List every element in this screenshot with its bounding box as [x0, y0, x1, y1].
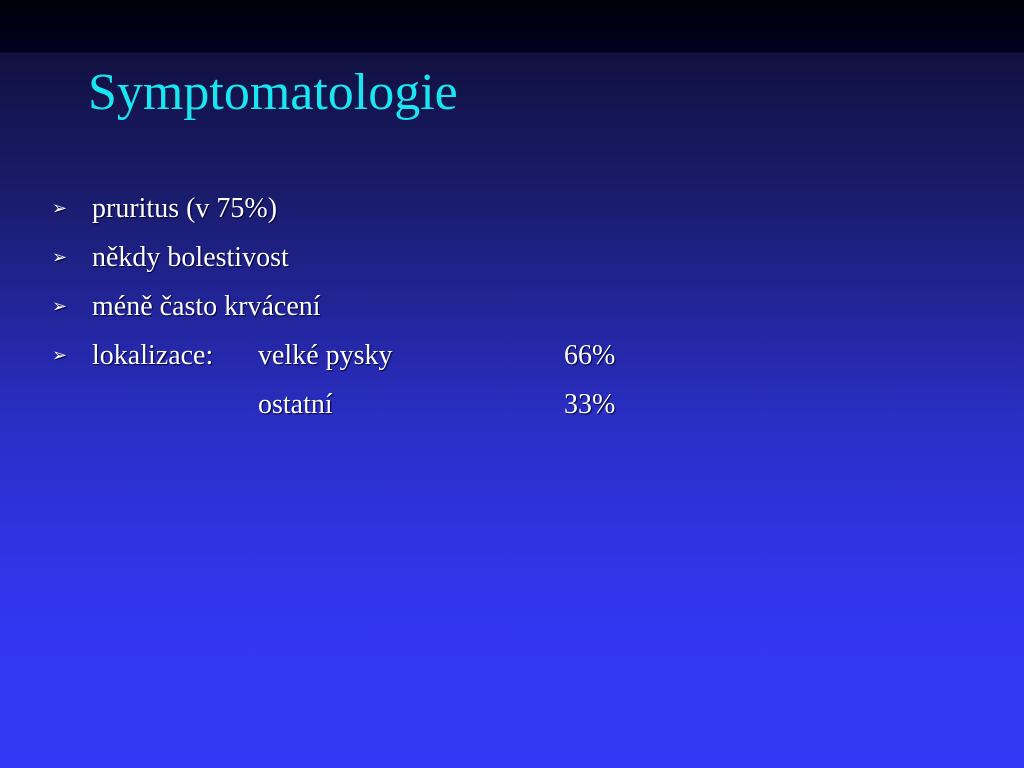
top-dark-band: [0, 0, 1024, 52]
localization-site-velke-pysky: velké pysky: [258, 340, 393, 371]
localization-site-ostatni: ostatní: [258, 389, 333, 420]
arrow-bullet-icon: ➢: [52, 198, 68, 218]
bullet-text: méně často krvácení: [92, 291, 321, 322]
bullet-text: lokalizace:: [92, 340, 214, 371]
arrow-bullet-icon: ➢: [52, 296, 68, 316]
bullet-text: pruritus (v 75%): [92, 193, 278, 224]
arrow-bullet-icon: ➢: [52, 247, 68, 267]
localization-percent-velke-pysky: 66%: [564, 340, 616, 371]
localization-percent-ostatni: 33%: [564, 389, 616, 420]
bullet-text: někdy bolestivost: [92, 242, 289, 273]
arrow-bullet-icon: ➢: [52, 345, 68, 365]
slide-title: Symptomatologie: [88, 64, 458, 121]
